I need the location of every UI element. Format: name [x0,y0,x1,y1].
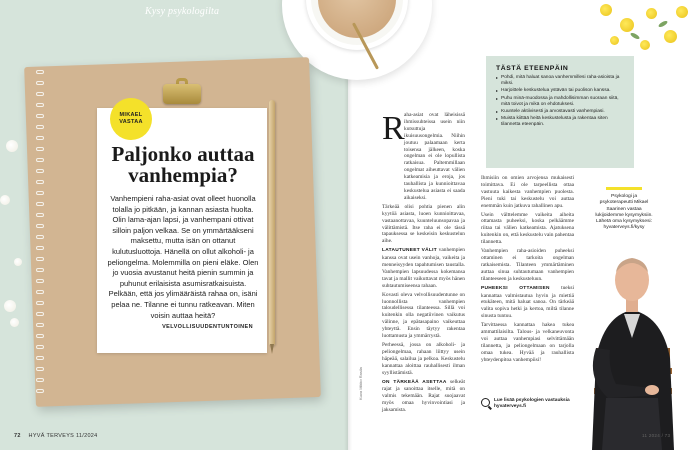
spiral-ring [36,301,44,305]
tips-item: ▸ Kuuntele aktiivisesti ja arvostavasti vanhempiasi. [496,109,626,115]
spiral-ring [36,213,44,217]
photo-credit: Kuva Mikko Rasila [358,367,363,400]
spiral-ring [36,180,44,184]
spiral-ring [36,169,44,173]
article-paragraph [481,248,574,283]
tips-item: ▸ Puhu minä-muodossa ja mahdollisimman suoraan siitä, mitä toivot ja mikä on ehdotuksesi. [496,96,626,108]
spiral-ring [36,81,44,85]
question-title: Paljonko auttaa vanhempia? [111,142,255,187]
spiral-ring [36,224,44,228]
page-number: 72 [14,433,21,439]
spiral-ring [36,334,44,338]
spiral-ring [36,103,44,107]
spiral-ring [36,246,44,250]
spiral-ring [36,367,44,371]
paragraph-text: Vanhempien raha-asioiden puheeksi ottaminen ei tarkoita ongelman ratkaisemista. Tilanteen ymmärtäminen auttaa sinua suhtautumaan vanhempien tilanteeseen ja keskusteluun. [481,248,574,282]
tips-item: ▸ Harjoittele keskustelua ystävän tai puolison kanssa. [496,88,626,94]
white-flower-icon [10,318,19,327]
paragraph-text: selkeät rajat ja sanoittaa itselle, mitä on valmis tekemään. Rajat suojaavat myös omaa hyvinvointiasi ja jaksamista. [382,378,465,414]
question-text: Vanhempieni raha-asiat ovat olleet huonolla tolalla jo pitkään, ja kannan asiasta huolta. Olin lama-ajan lapsi, ja vanhempani ottivat silloin paljon velkaa. Se on ymmärtääkseni maksettu, mutta isän on ottanut kulutusluottoja. Hänellä on ollut alkoholi- ja peliongelma. Molemmilla on pieni eläke. Olen jo vuosia avustanut heitä pienin summin ja puhunut erilaisista asumisratkaisuista. Pelkään, että jos ylimääräistä rahaa on, isäni pelaa ne. Tilanne ei tunnu ratkeavan. Miten voisin auttaa heitä? [107,194,259,320]
yellow-flower-icon [610,36,619,45]
paragraph-text: Kovasti oleva velvollisuudentunne on luonnollista vanhempien taloudellisessa tilanteessa. Sillä voi kuitenkin olla negatiivinen vaikutus välinne, ja epätasapaino vaikeuttaa yhteyttä. Ensin täytyy rakentaa luottamusta ja ymmärrystä. [382,291,465,340]
footer-right: 11 2024 / 73 [642,433,671,438]
article-paragraph [382,379,465,415]
article-paragraph [481,212,574,247]
spiral-ring [36,279,44,283]
white-flower-icon [6,140,18,152]
spiral-ring [36,378,44,382]
article-paragraph [481,175,574,210]
article-paragraph [481,322,574,363]
article-paragraph [382,204,465,245]
spiral-ring [36,70,44,74]
spiral-ring [36,136,44,140]
tips-list [496,75,626,129]
read-more-text[interactable]: Lue lisää psykologien vastauksia hyvaterveys.fi [494,398,570,409]
tips-item: ▸ Muista kiittää heitä keskustelusta ja rakentaa siten tilannetta eteenpäin. [496,116,626,128]
paragraph-lead: LATAUTUNEET VÄLIT [382,248,439,254]
spiral-ring [36,114,44,118]
paragraph-text: aha-asiat ovat läheisissä ihmissuhteissa usein niin kutsuttuja ikuisuusongelmia. Niihin joutuu palaamaan kerta toisensa jälkeen, koska ongelman ei ole lopullista ratkaisua. Paltemmillaan ongelmat aiheuttavat välien katkeamisia ja eroja, jos tauhallista ja kunnioittavaa keskustelua asiasta ei saada aikaiseksi. [404,112,465,201]
spiral-ring [36,323,44,327]
paragraph-text: Perheessä, jossa on alkoholi- ja peliongelmaa, rahaan liittyy usein häpeää, salailua ja pelkoa. Keskustelu kannattaa aloittaa rauhallisesti ilman syyllistämistä. [382,342,465,376]
article-paragraph [382,247,465,289]
yellow-flower-icon [620,18,634,32]
spiral-ring [36,268,44,272]
hand-shape [645,385,659,395]
author-info [594,187,654,232]
paragraph-lead: ON TÄRKEÄÄ ASETTAA [382,379,451,385]
section-label: Kysy psykologilta [145,6,220,17]
paragraph-text: tueksi kannattaa valmistautua hyvin ja miettiä etukäteen, mitä haluat sanoa. On tärkeää valita sopiva hetki ja kertoa, miltä tilanne sinusta tuntuu. [481,284,574,320]
spiral-ring [36,125,44,129]
author-accent-line [606,187,642,190]
author-text: Psykologi ja psykoterapeutti Mikael Saarinen vastaa lukijoidemme kysymyksiin. Lähetä oma kysymyksesi: hyvaterveys.fi/kysy [595,194,653,231]
read-more-link[interactable] [481,398,576,410]
paragraph-text: Ihmisiin on omien arvojensa mukaisesti toimittava. Ei ole tarpeellista ottaa vastuuta kaikesta vanhempien puolesta. Pieni tuki tai keskustelu voi auttaa enemmän kuin jatkuva rahallinen apu. [481,175,574,209]
white-flower-icon [4,300,16,312]
magnifier-icon [481,398,490,407]
tips-title: TÄSTÄ ETEENPÄIN [496,65,569,72]
spiral-ring [36,92,44,96]
article-paragraph [481,285,574,321]
notebook-spiral [36,70,44,400]
article-column-1 [382,112,465,416]
yellow-flower-icon [640,40,650,50]
drop-cap: R [382,110,405,147]
spiral-ring [36,202,44,206]
yellow-flower-icon [646,8,657,19]
spiral-ring [36,345,44,349]
question-signature: VELVOLLISUUDENTUNTOINEN [162,324,253,331]
paragraph-text: Usein välttelemme vaikeita aiheita ottamasta puheeksi, koska pelkäämme riitaa tai välien katkeamista. Ajatuksena kuitenkin on, että keskustelu vain pahentaa tilannetta. [481,211,574,246]
tips-box [486,56,634,168]
footer-left [14,433,98,439]
question-card [97,108,267,353]
tips-item: ▸ Pohdi, mitä haluat sanoa vanhemmillesi raha-asioista ja miksi. [496,75,626,87]
white-flower-icon [14,258,22,266]
article-column-2 [481,175,574,366]
trousers-shape [602,398,662,450]
spiral-ring [36,312,44,316]
magazine-issue: HYVÄ TERVEYS 11/2024 [28,433,98,439]
spiral-ring [36,356,44,360]
yellow-flower-icon [676,6,688,18]
pen-image [269,100,275,346]
article-paragraph [382,112,465,202]
paragraph-text: vanhempien kanssa ovat usein vanhoja, vaikeita ja menneisyyden tapahtumisen taustalla. Vanhempien lapsuudessa kokemansa tavat ja mallit vaikuttavat myös hänen suhtautumiseensa rahaan. [382,247,466,289]
spiral-ring [36,389,44,393]
spiral-ring [36,158,44,162]
paragraph-text: Tärkeää olisi pohtia pienen alin kyytöä asiasta, luoen kunnioittavaa, vastaanottavaa, kuunteluunsopavaa ja välittämistä. Itse raha ei ole tässä tapauksessa se keskeisin keskustelun aihe. [382,203,465,245]
spiral-ring [36,290,44,294]
binder-clip-icon [163,84,201,104]
paragraph-lead: PUHEEKSI OTTAMISEN [481,285,562,291]
spiral-ring [36,257,44,261]
yellow-flower-icon [664,30,677,43]
article-paragraph [382,342,465,377]
white-flower-icon [0,195,10,205]
yellow-flower-icon [600,4,612,16]
article-paragraph [382,292,465,340]
answerer-badge: MIKAEL VASTAA [110,98,152,140]
author-portrait-image [566,238,696,450]
paragraph-text: Tarvittaessa kannattaa hakea tukea ammattilaisilta. Talous- ja velkaneuvonta voi auttaa vanhempiasi selvittämään tilannetta, ja peliongelmaan on tarjolla omaa tukea. Hyvää ja rauhallista yhteydenpitoa vanhempiisi! [481,322,574,363]
spiral-ring [36,147,44,151]
spiral-ring [36,191,44,195]
spiral-ring [36,235,44,239]
